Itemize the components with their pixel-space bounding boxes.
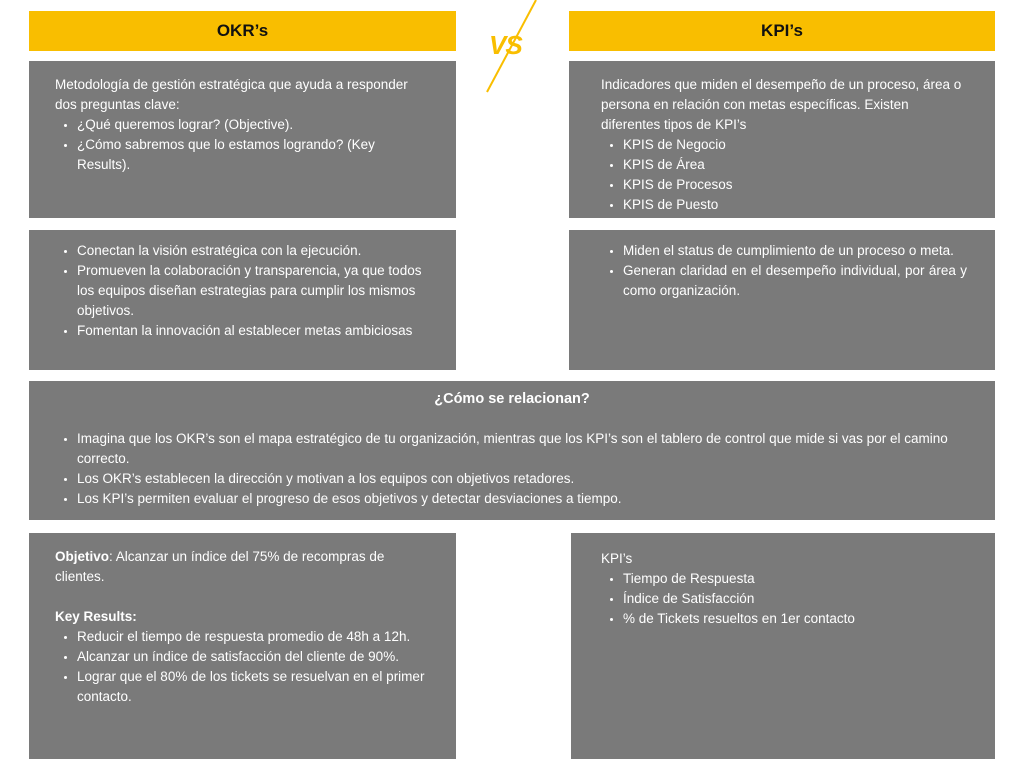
list-item: • Tiempo de Respuesta	[623, 569, 967, 589]
list-item: • Generan claridad en el desempeño individual, por área y como organización.	[623, 261, 967, 301]
key-results-label: Key Results:	[55, 609, 137, 624]
okr-example-objective	[55, 547, 430, 587]
kpi-example-list	[601, 569, 967, 629]
relation-title: ¿Cómo se relacionan?	[434, 391, 590, 407]
list-item: • Conectan la visión estratégica con la ejecución.	[77, 241, 430, 261]
list-item: • KPIS de Negocio	[623, 135, 967, 155]
relation-list	[55, 429, 969, 509]
list-item: • Índice de Satisfacción	[623, 589, 967, 609]
kpi-header: KPI’s	[569, 11, 995, 51]
list-item: • Alcanzar un índice de satisfacción del cliente de 90%.	[77, 647, 430, 667]
okr-example-card	[29, 533, 456, 759]
list-item: • Promueven la colaboración y transparencia, ya que todos los equipos diseñan estrategias para cumplir los mismos objetivos.	[77, 261, 430, 321]
okr-benefits-list	[55, 241, 430, 341]
relation-card	[29, 381, 995, 520]
kpi-example-card	[571, 533, 995, 759]
objective-label: Objetivo	[55, 549, 110, 564]
list-item: • KPIS de Puesto	[623, 195, 967, 215]
okr-definition-intro: Metodología de gestión estratégica que ayuda a responder dos preguntas clave:	[55, 77, 408, 112]
list-item: • Reducir el tiempo de respuesta promedio de 48h a 12h.	[77, 627, 430, 647]
list-item: • ¿Cómo sabremos que lo estamos logrando? (Key Results).	[77, 135, 430, 175]
list-item: • Los OKR’s establecen la dirección y motivan a los equipos con objetivos retadores.	[77, 469, 969, 489]
kpi-types-list	[601, 135, 967, 215]
kpi-example-label: KPI’s	[601, 551, 633, 566]
list-item: • ¿Qué queremos lograr? (Objective).	[77, 115, 430, 135]
kpi-benefits-list	[601, 241, 967, 301]
list-item: • KPIS de Área	[623, 155, 967, 175]
vs-label: VS	[489, 30, 522, 60]
okr-definition-list	[55, 115, 430, 175]
kpi-benefits-card	[569, 230, 995, 370]
objective-text: : Alcanzar un índice del 75% de recompras de clientes.	[55, 549, 385, 584]
list-item: • Lograr que el 80% de los tickets se resuelvan en el primer contacto.	[77, 667, 430, 707]
okr-benefits-card	[29, 230, 456, 370]
okr-definition-card	[29, 61, 456, 218]
list-item: • % de Tickets resueltos en 1er contacto	[623, 609, 967, 629]
list-item: • Imagina que los OKR’s son el mapa estratégico de tu organización, mientras que los KPI’s son el tablero de control que mide si vas por el camino correcto.	[77, 429, 969, 469]
okr-header: OKR’s	[29, 11, 456, 51]
kpi-definition-intro: Indicadores que miden el desempeño de un proceso, área o persona en relación con metas específicas. Existen diferentes tipos de KPI’s	[601, 77, 962, 132]
kpi-definition-card	[569, 61, 995, 218]
key-results-list	[55, 627, 430, 707]
list-item: • Los KPI’s permiten evaluar el progreso de esos objetivos y detectar desviaciones a tiempo.	[77, 489, 969, 509]
list-item: • Miden el status de cumplimiento de un proceso o meta.	[623, 241, 967, 261]
list-item: • KPIS de Procesos	[623, 175, 967, 195]
list-item: • Fomentan la innovación al establecer metas ambiciosas	[77, 321, 430, 341]
